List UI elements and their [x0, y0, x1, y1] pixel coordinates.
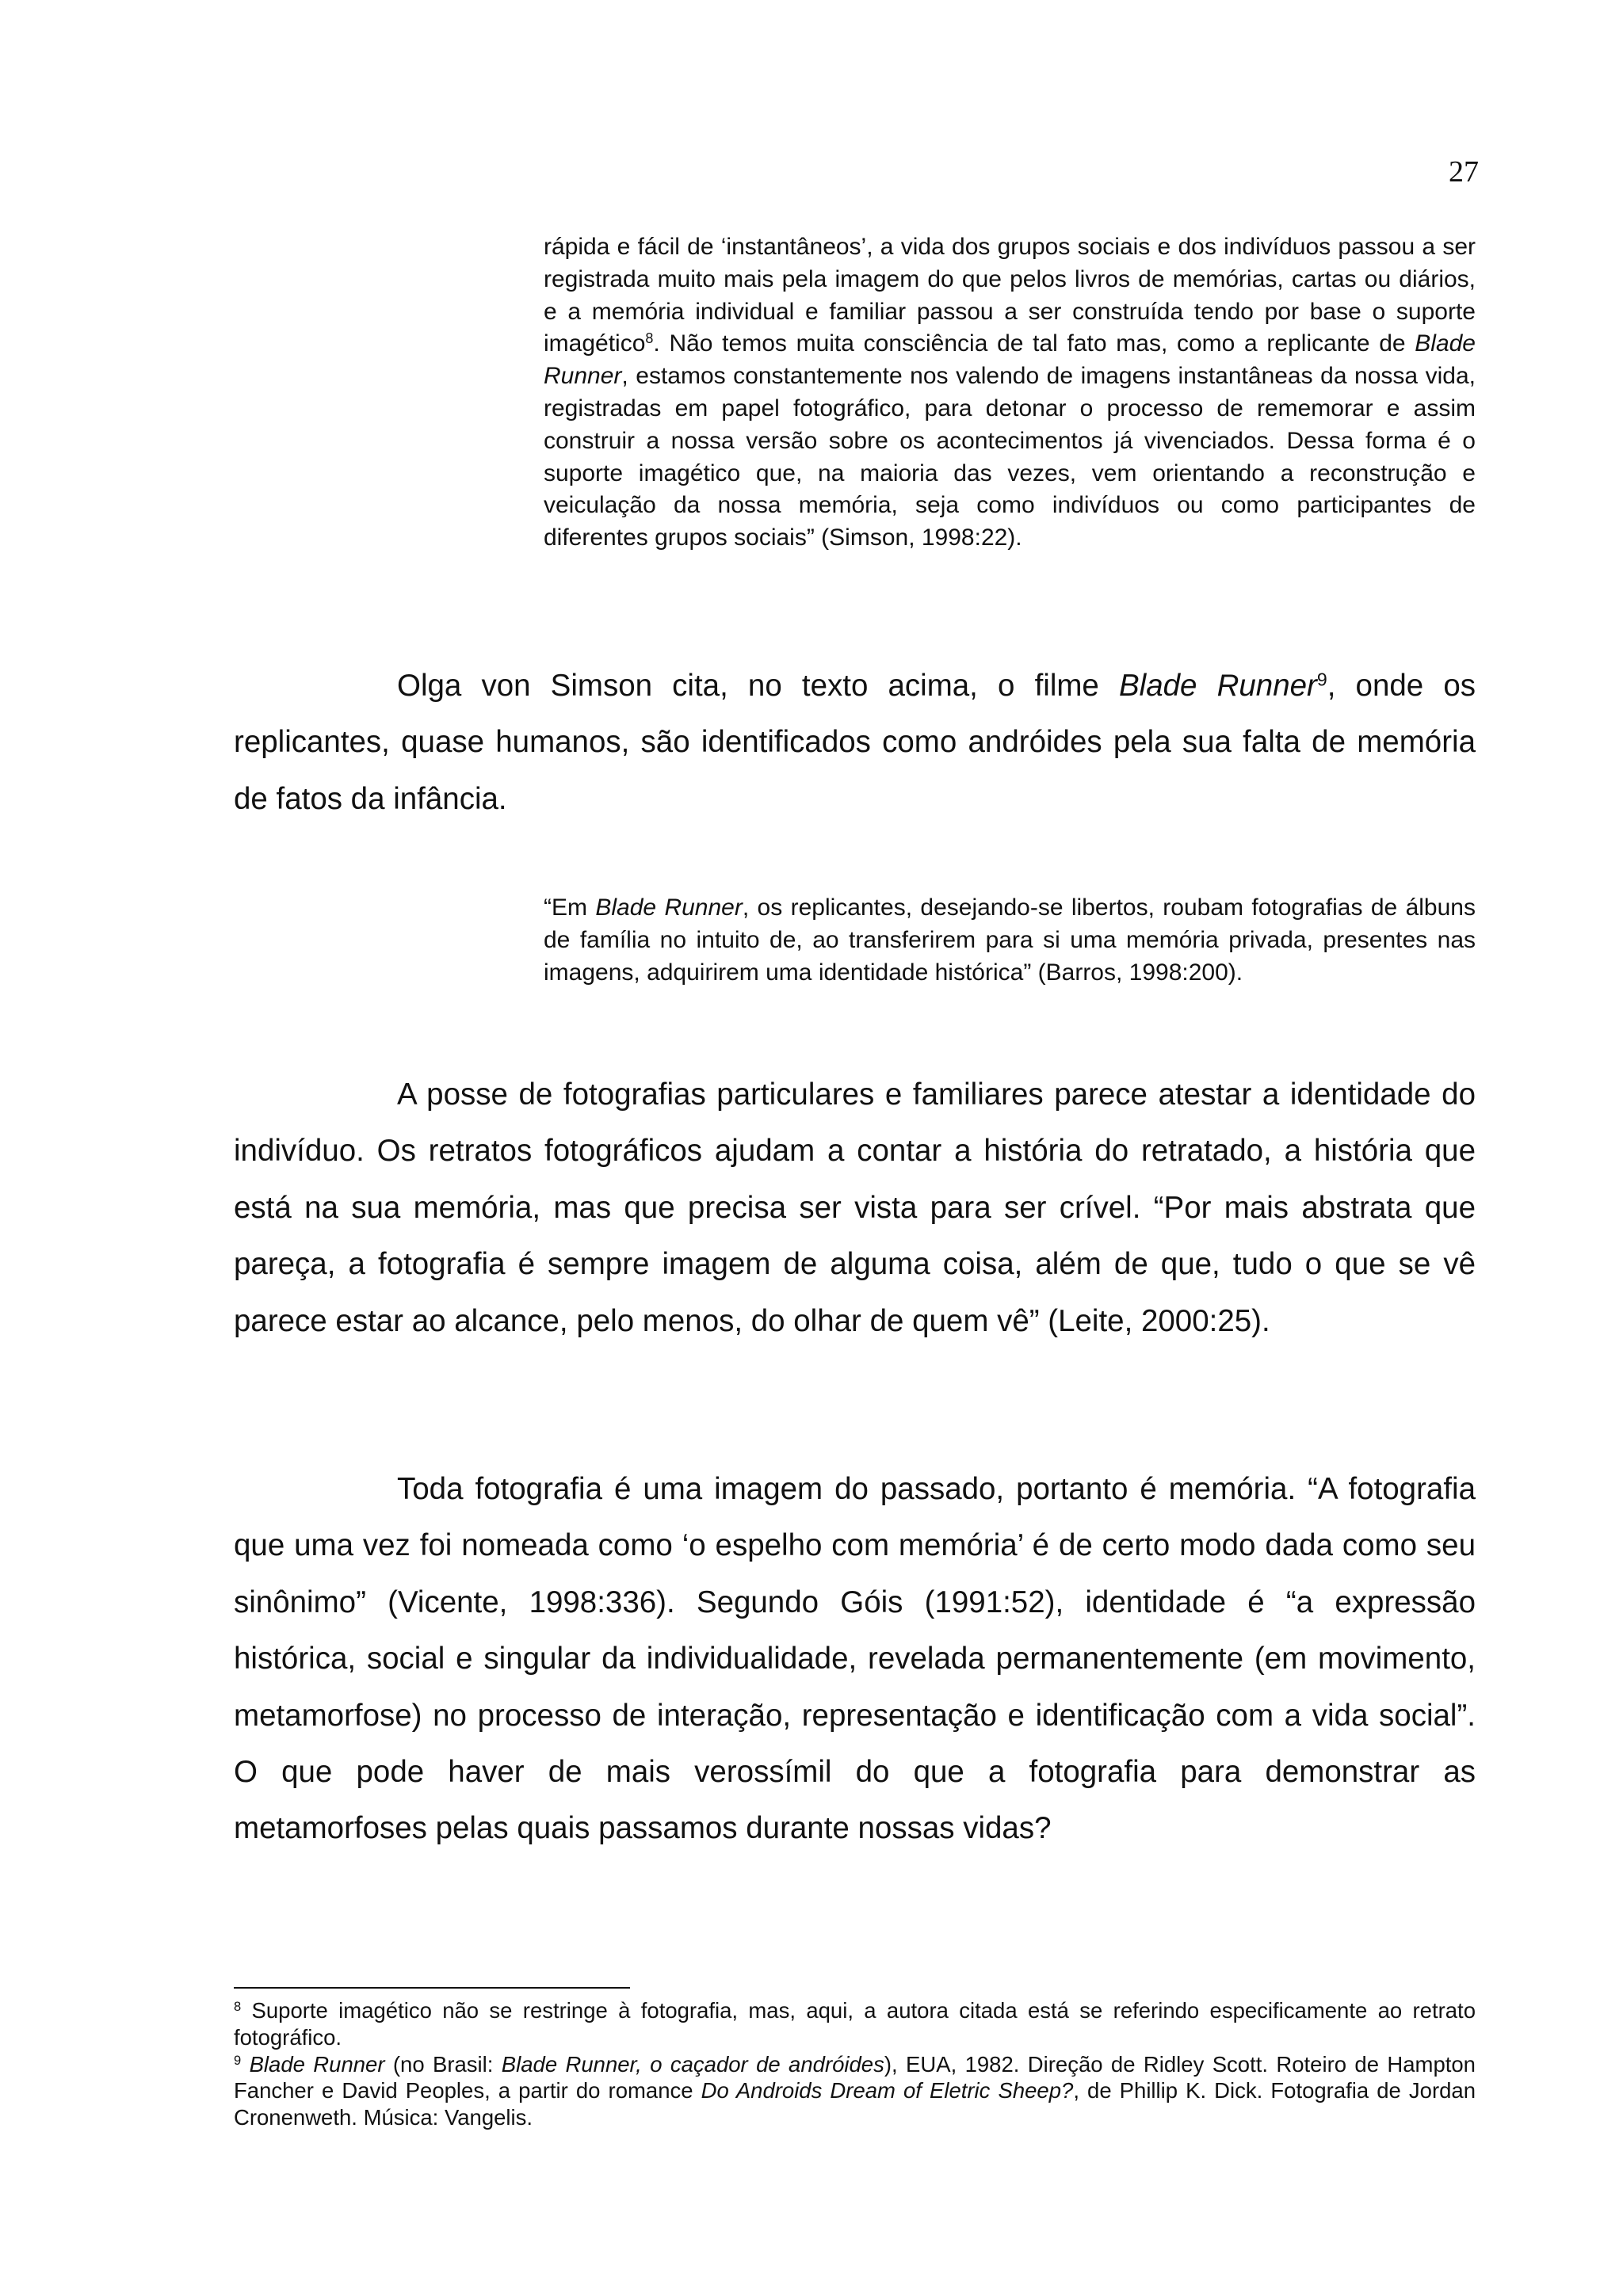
footnote-text: ), EUA, 1982. Direção de Ridley Scott. Roteiro de Hampton Fancher e David Peoples, a partir do romance [234, 2051, 1476, 2103]
paragraph-text: , onde os replicantes, quase humanos, são identificados como andróides pela sua falta de memória de fatos da infância. [234, 669, 1476, 816]
footnote-ref-9[interactable]: 9 [1316, 669, 1327, 690]
footnote-marker: 9 [234, 2053, 242, 2068]
film-title: Blade Runner [1118, 669, 1317, 703]
quote-text: , estamos constantemente nos valendo de imagens instantâneas da nossa vida, registradas em papel fotográfico, para detonar o processo de rememorar e assim construir a nossa versão sobre os acontecimentos já vivenciados. Dessa forma é o suporte imagético que, na maioria das vezes, vem orientando a reconstrução e veiculação da nossa memória, seja como indivíduos ou como participantes de diferentes grupos sociais” (Simson, 1998:22). [544, 363, 1476, 551]
body-paragraph-1 [234, 658, 1476, 827]
footnotes [234, 1997, 1476, 2131]
footnote-divider [234, 1987, 630, 1989]
block-quote-barros [544, 892, 1476, 989]
quote-text: “Em [544, 894, 596, 921]
film-title: Blade Runner [595, 894, 743, 921]
paragraph-text: A posse de fotografias particulares e familiares parece atestar a identidade do indivíduo. Os retratos fotográficos ajudam a contar a história do retratado, a história que está na sua memória, mas que precisa ser vista para ser crível. “Por mais abstrata que pareça, a fotografia é sempre imagem de alguma coisa, além de que, tudo o que se vê parece estar ao alcance, pelo menos, do olhar de quem vê” (Leite, 2000:25). [234, 1077, 1476, 1338]
body-paragraph-2 [234, 1066, 1476, 1349]
quote-text: , os replicantes, desejando-se libertos, roubam fotografias de álbuns de família no intuito de, ao transferirem para si uma memória privada, presentes nas imagens, adquirirem uma identidade histórica” (Barros, 1998:200). [544, 894, 1476, 986]
film-title: Blade Runner [544, 330, 1476, 390]
footnote-text: Suporte imagético não se restringe à fotografia, mas, aqui, a autora citada está se referindo especificamente ao retrato fotográfico. [234, 1998, 1476, 2050]
paragraph-text: Toda fotografia é uma imagem do passado, portanto é memória. “A fotografia que uma vez foi nomeada como ‘o espelho com memória’ é de certo modo dada como seu sinônimo” (Vicente, 1998:336). Segundo Góis (1991:52), identidade é “a expressão histórica, social e singular da individualidade, revelada permanentemente (em movimento, metamorfose) no processo de interação, representação e identificação com a vida social”. O que pode haver de mais verossímil do que a fotografia para demonstrar as metamorfoses pelas quais passamos durante nossas vidas? [234, 1472, 1476, 1846]
footnote-8 [234, 1997, 1476, 2051]
footnote-text: , de Phillip K. Dick. Fotografia de Jordan Cronenweth. Música: Vangelis. [234, 2078, 1476, 2130]
paragraph-text: Olga von Simson cita, no texto acima, o filme [397, 669, 1119, 703]
novel-title: Do Androids Dream of Eletric Sheep? [701, 2078, 1074, 2103]
body-paragraph-3 [234, 1461, 1476, 1857]
film-title-brazil: Blade Runner, o caçador de andróides [501, 2051, 884, 2077]
film-title: Blade Runner [241, 2051, 385, 2077]
block-quote-simson [544, 231, 1476, 555]
footnote-marker: 8 [234, 1999, 242, 2014]
footnote-ref-8[interactable]: 8 [645, 330, 654, 347]
footnote-text: (no Brasil: [384, 2051, 502, 2077]
quote-text: . Não temos muita consciência de tal fato mas, como a replicante de [653, 330, 1415, 357]
quote-text: rápida e fácil de ‘instantâneos’, a vida dos grupos sociais e dos indivíduos passou a ser registrada muito mais pela imagem do que pelos livros de memórias, cartas ou diários, e a memória individual e familiar passou a ser construída tendo por base o suporte imagético [544, 234, 1476, 357]
page-number: 27 [1449, 155, 1479, 189]
footnote-9 [234, 2051, 1476, 2131]
